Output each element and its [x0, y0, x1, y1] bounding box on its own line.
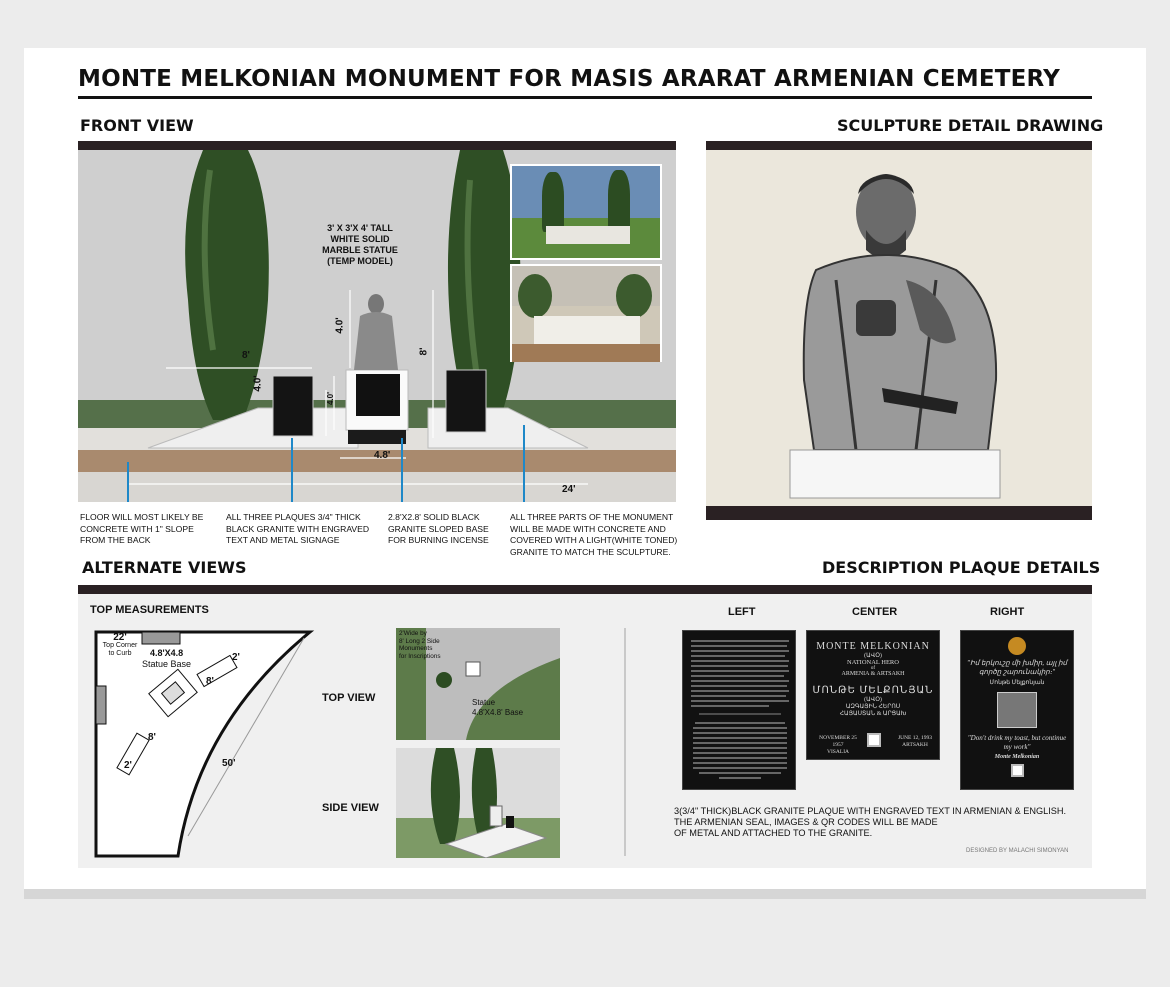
plaque-right-label: RIGHT — [990, 606, 1025, 618]
alternate-bar — [78, 585, 1092, 594]
note-floor: FLOOR WILL MOST LIKELY BE CONCRETE WITH 1" SLOPE FROM THE BACK — [80, 512, 204, 545]
plaque-left-text-lines — [689, 637, 791, 785]
drawing-sheet — [24, 48, 1146, 892]
plaque-center-born: NOVEMBER 25 1957 VISALIA — [819, 735, 857, 755]
top-measurements-label: TOP MEASUREMENTS — [90, 604, 209, 616]
title-rule — [78, 96, 1092, 99]
plaque-description: 3(3/4" THICK)BLACK GRANITE PLAQUE WITH ENGRAVED TEXT IN ARMENIAN & ENGLISH. THE ARMENIAN SEAL, IMAGES & QR CODES WILL BE MADE OF METAL AND ATTACHED TO THE GRANITE. — [674, 806, 1067, 838]
top-view-statue-note: Statue 4.8'X4.8' Base — [472, 698, 524, 717]
dim-8-left: 8' — [148, 732, 156, 743]
top-corner-note: 22' Top Corner to Curb — [102, 632, 138, 657]
armenian-seal-icon — [1008, 637, 1026, 655]
dim-width-8: 8' — [242, 350, 250, 361]
plaque-center-qr — [867, 733, 881, 747]
incense-base-render — [348, 430, 406, 444]
dim-height-8: 8' — [418, 347, 430, 356]
statue-render — [354, 312, 398, 370]
dim-2-left: 2' — [124, 760, 132, 771]
top-view-notes: 2'Wide by 8' Long 2 Side Monuments for Inscriptions — [399, 630, 441, 660]
plaque-left-label: LEFT — [728, 606, 756, 618]
panel-divider — [624, 628, 626, 856]
dim-base-48: 4.8' — [374, 450, 391, 461]
designer-credit: DESIGNED BY MALACHI SIMONYAN — [966, 848, 1069, 854]
dim-height-4-left: 4.0' — [252, 375, 264, 392]
dim-50: 50' — [222, 758, 236, 769]
left-plaque-render — [273, 376, 313, 436]
dim-height-4-center: 4.0' — [326, 391, 336, 406]
sculpture-heading: SCULPTURE DETAIL DRAWING — [837, 116, 1104, 135]
portrait-photo — [997, 692, 1037, 728]
right-plaque-render — [446, 370, 486, 432]
dim-2-top: 2' — [232, 652, 240, 663]
plaque-right: "Իմ երկուշը մի խմիր, այլ իմ գործը շարունակիր։" Մոնթե Մելքոնյան "Don't drink my toast, but continue my work" Monte Melkonian — [960, 630, 1074, 790]
note-plaques: ALL THREE PLAQUES 3/4" THICK BLACK GRANITE WITH ENGRAVED TEXT AND METAL SIGNAGE — [226, 512, 370, 545]
note-granite: ALL THREE PARTS OF THE MONUMENT WILL BE MADE WITH CONCRETE AND COVERED WITH A LIGHT(WHITE TONED) GRANITE TO MATCH THE SCULPTURE. — [510, 512, 678, 557]
dim-8-top: 8' — [206, 676, 214, 687]
center-plaque-render — [356, 374, 400, 416]
plaque-details-heading: DESCRIPTION PLAQUE DETAILS — [822, 558, 1101, 577]
sheet-shadow — [24, 889, 1146, 899]
inset-photo-2 — [510, 264, 662, 362]
plaque-left — [682, 630, 796, 790]
top-view-label: TOP VIEW — [322, 692, 376, 704]
sculpture-bar — [706, 141, 1092, 150]
plaque-center: MONTE MELKONIAN (ԱՎՕ) NATIONAL HERO of ARMENIA & ARTSAKH ՄՈՆԹԵ ՄԵԼՔՈՆՅԱՆ (ԱՎՕ) ԱԶԳԱՅԻՆ ՀԵՐՈՍ ՀԱՅԱՍՏԱՆ & ԱՐՑԱԽ NOVEMBER 25 1957 VISALIA JUNE 12, 1993 ARTSAKH — [806, 630, 940, 760]
page-title: MONTE MELKONIAN MONUMENT FOR MASIS ARARAT ARMENIAN CEMETERY — [78, 66, 1061, 92]
note-incense-base: 2.8'X2.8' SOLID BLACK GRANITE SLOPED BASE FOR BURNING INCENSE — [388, 512, 489, 545]
alternate-views-heading: ALTERNATE VIEWS — [82, 558, 247, 577]
sculpture-drawing — [706, 150, 1092, 506]
front-view-bar — [78, 141, 676, 150]
sculpture-illustration — [706, 150, 1092, 506]
side-view-label: SIDE VIEW — [322, 802, 379, 814]
plaque-center-died: JUNE 12, 1993 ARTSAKH — [897, 735, 933, 748]
inset-photo-1 — [510, 164, 662, 260]
top-measurements-plan — [88, 624, 318, 860]
dim-total-24: 24' — [562, 484, 576, 495]
front-view-heading: FRONT VIEW — [80, 116, 194, 135]
plaque-center-label: CENTER — [852, 606, 898, 618]
side-view-render — [396, 748, 560, 858]
statue-base-note: 4.8'X4.8 Statue Base — [142, 648, 192, 669]
plaque-right-qr — [1011, 764, 1024, 777]
statue-callout: 3' X 3'X 4' TALL WHITE SOLID MARBLE STATUE (TEMP MODEL) — [322, 223, 398, 266]
dim-height-4-statue: 4.0' — [334, 317, 346, 334]
